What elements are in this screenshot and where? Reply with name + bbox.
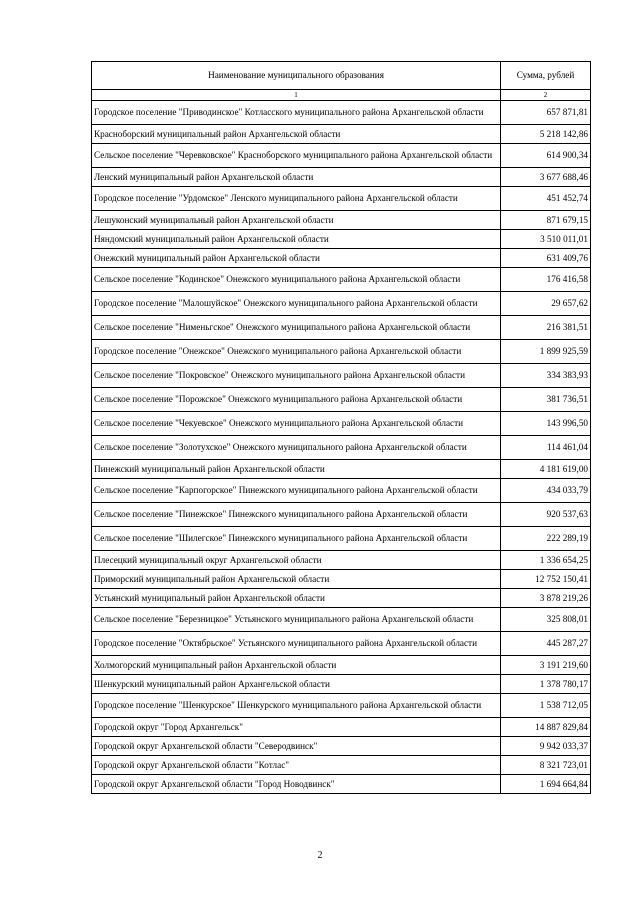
amount-rubles: 614 900,34 — [501, 144, 591, 168]
table-row — [92, 656, 591, 675]
table-row — [92, 249, 591, 268]
table-row — [92, 479, 591, 503]
amount-rubles: 381 736,51 — [501, 388, 591, 412]
municipality-name: Сельское поселение "Шилегское" Пинежского муниципального района Архангельской области — [92, 527, 501, 551]
municipality-name: Сельское поселение "Порожское" Онежского муниципального района Архангельской области — [92, 388, 501, 412]
municipality-name: Лешуконский муниципальный район Архангельской области — [92, 211, 501, 230]
table-row — [92, 101, 591, 125]
table-row — [92, 187, 591, 211]
amount-rubles: 3 878 219,26 — [501, 589, 591, 608]
table-row — [92, 460, 591, 479]
table-row — [92, 589, 591, 608]
amount-rubles: 1 336 654,25 — [501, 551, 591, 570]
table-row — [92, 737, 591, 756]
municipality-name: Городское поселение "Онежское" Онежского муниципального района Архангельской области — [92, 340, 501, 364]
header-sum: Сумма, рублей — [501, 62, 591, 90]
municipality-name: Сельское поселение "Кодинское" Онежского муниципального района Архангельской области — [92, 268, 501, 292]
table-row — [92, 675, 591, 694]
table-row — [92, 144, 591, 168]
table-row — [92, 756, 591, 775]
table-row — [92, 527, 591, 551]
municipality-name: Сельское поселение "Нименьгское" Онежского муниципального района Архангельской области — [92, 316, 501, 340]
page-number: 2 — [317, 850, 323, 861]
column-number-sum: 2 — [501, 90, 591, 101]
table-row — [92, 551, 591, 570]
municipality-name: Городское поселение "Малошуйское" Онежского муниципального района Архангельской области — [92, 292, 501, 316]
amount-rubles: 176 416,58 — [501, 268, 591, 292]
amount-rubles: 29 657,62 — [501, 292, 591, 316]
table-row — [92, 292, 591, 316]
municipality-name: Сельское поселение "Покровское" Онежского муниципального района Архангельской области — [92, 364, 501, 388]
table-row — [92, 125, 591, 144]
amount-rubles: 1 899 925,59 — [501, 340, 591, 364]
table-row — [92, 570, 591, 589]
table-row — [92, 211, 591, 230]
table-row — [92, 168, 591, 187]
municipality-name: Устьянский муниципальный район Архангельской области — [92, 589, 501, 608]
amount-rubles: 114 461,04 — [501, 436, 591, 460]
table-row — [92, 316, 591, 340]
amount-rubles: 222 289,19 — [501, 527, 591, 551]
amount-rubles: 334 383,93 — [501, 364, 591, 388]
amount-rubles: 434 033,79 — [501, 479, 591, 503]
municipality-name: Красноборский муниципальный район Архангельской области — [92, 125, 501, 144]
amount-rubles: 4 181 619,00 — [501, 460, 591, 479]
municipality-name: Плесецкий муниципальный округ Архангельской области — [92, 551, 501, 570]
allocation-table — [91, 61, 591, 794]
municipality-name: Онежский муниципальный район Архангельской области — [92, 249, 501, 268]
table-row — [92, 230, 591, 249]
municipality-name: Ленский муниципальный район Архангельской области — [92, 168, 501, 187]
table-row — [92, 268, 591, 292]
table-row — [92, 412, 591, 436]
table-row — [92, 718, 591, 737]
amount-rubles: 1 694 664,84 — [501, 775, 591, 794]
column-number-name: 1 — [92, 90, 501, 101]
municipality-name: Городское поселение "Шенкурское" Шенкурского муниципального района Архангельской области — [92, 694, 501, 718]
municipality-name: Сельское поселение "Карпогорское" Пинежского муниципального района Архангельской области — [92, 479, 501, 503]
municipality-name: Городское поселение "Приводинское" Котласского муниципального района Архангельской области — [92, 101, 501, 125]
amount-rubles: 920 537,63 — [501, 503, 591, 527]
municipality-name: Городское поселение "Октябрьское" Устьянского муниципального района Архангельской области — [92, 632, 501, 656]
municipality-name: Шенкурский муниципальный район Архангельской области — [92, 675, 501, 694]
table-row — [92, 503, 591, 527]
amount-rubles: 8 321 723,01 — [501, 756, 591, 775]
table-row — [92, 436, 591, 460]
column-number-row — [92, 90, 591, 101]
municipality-name: Городское поселение "Урдомское" Ленского муниципального района Архангельской области — [92, 187, 501, 211]
municipality-name: Городской округ Архангельской области "Котлас" — [92, 756, 501, 775]
municipality-name: Сельское поселение "Черевковское" Красноборского муниципального района Архангельской области — [92, 144, 501, 168]
municipality-name: Сельское поселение "Березницкое" Устьянского муниципального района Архангельской области — [92, 608, 501, 632]
table-header-row — [92, 62, 591, 90]
table-body — [92, 62, 591, 794]
amount-rubles: 143 996,50 — [501, 412, 591, 436]
amount-rubles: 14 887 829,84 — [501, 718, 591, 737]
table-row — [92, 388, 591, 412]
amount-rubles: 631 409,76 — [501, 249, 591, 268]
amount-rubles: 3 510 011,01 — [501, 230, 591, 249]
amount-rubles: 3 191 219,60 — [501, 656, 591, 675]
municipality-name: Приморский муниципальный район Архангельской области — [92, 570, 501, 589]
table-row — [92, 632, 591, 656]
amount-rubles: 3 677 688,46 — [501, 168, 591, 187]
table-row — [92, 775, 591, 794]
header-name: Наименование муниципального образования — [92, 62, 501, 90]
amount-rubles: 9 942 033,37 — [501, 737, 591, 756]
amount-rubles: 12 752 150,41 — [501, 570, 591, 589]
table-row — [92, 608, 591, 632]
municipality-name: Городской округ "Город Архангельск" — [92, 718, 501, 737]
municipality-name: Городской округ Архангельской области "Город Новодвинск" — [92, 775, 501, 794]
amount-rubles: 871 679,15 — [501, 211, 591, 230]
municipality-name: Сельское поселение "Чекуевское" Онежского муниципального района Архангельской области — [92, 412, 501, 436]
municipality-name: Городской округ Архангельской области "Северодвинск" — [92, 737, 501, 756]
amount-rubles: 5 218 142,86 — [501, 125, 591, 144]
table-row — [92, 694, 591, 718]
amount-rubles: 1 538 712,05 — [501, 694, 591, 718]
municipality-name: Пинежский муниципальный район Архангельской области — [92, 460, 501, 479]
amount-rubles: 445 287,27 — [501, 632, 591, 656]
table-row — [92, 340, 591, 364]
municipality-name: Холмогорский муниципальный район Архангельской области — [92, 656, 501, 675]
municipality-name: Сельское поселение "Золотухское" Онежского муниципального района Архангельской области — [92, 436, 501, 460]
table-row — [92, 364, 591, 388]
municipality-name: Няндомский муниципальный район Архангельской области — [92, 230, 501, 249]
amount-rubles: 325 808,01 — [501, 608, 591, 632]
amount-rubles: 1 378 780,17 — [501, 675, 591, 694]
amount-rubles: 451 452,74 — [501, 187, 591, 211]
municipality-name: Сельское поселение "Пинежское" Пинежского муниципального района Архангельской области — [92, 503, 501, 527]
amount-rubles: 216 381,51 — [501, 316, 591, 340]
amount-rubles: 657 871,81 — [501, 101, 591, 125]
